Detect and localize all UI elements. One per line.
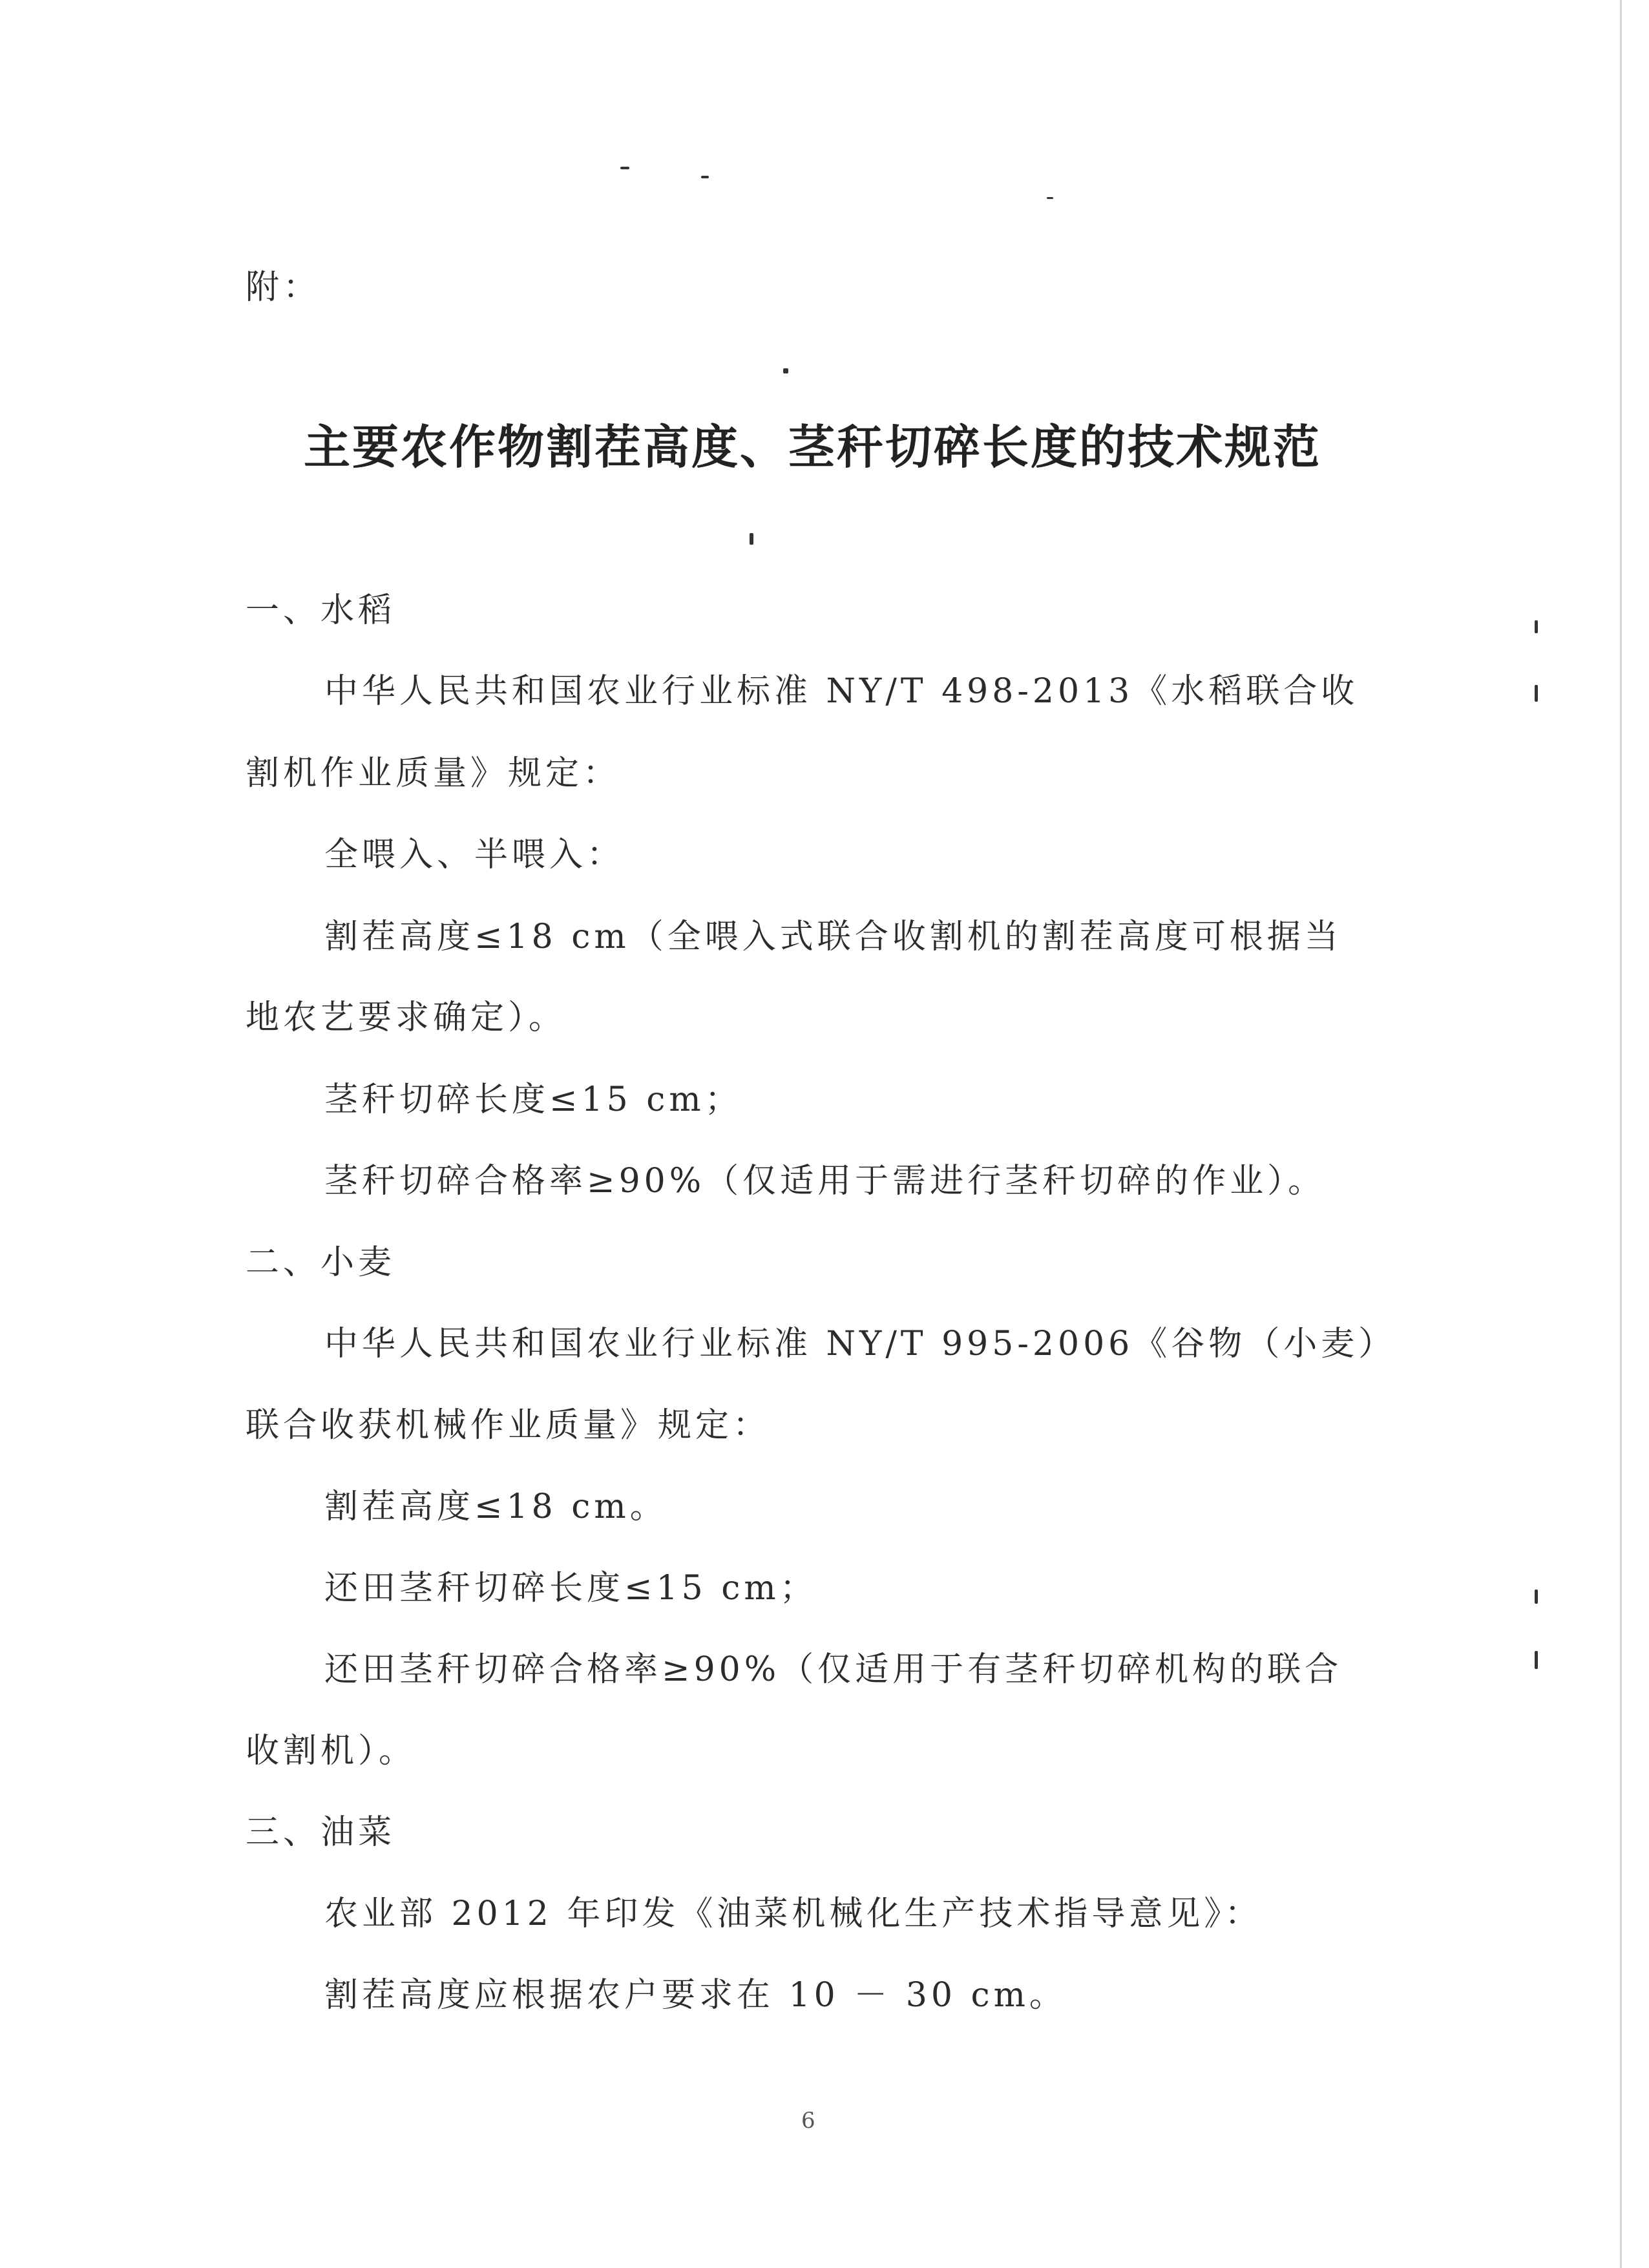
paragraph: 还田茎秆切碎长度≤15 cm；	[324, 1569, 817, 1608]
paragraph: 地农艺要求确定）。	[246, 998, 567, 1037]
paragraph: 联合收获机械作业质量》规定：	[246, 1406, 771, 1445]
paragraph: 农业部 2012 年印发《油菜机械化生产技术指导意见》：	[324, 1895, 1263, 1933]
page-number: 6	[801, 2108, 815, 2134]
paragraph: 割茬高度≤18 cm（全喂入式联合收割机的割茬高度可根据当	[324, 918, 1342, 956]
scan-speck	[1535, 620, 1538, 633]
scan-speck	[1535, 1651, 1538, 1669]
section-heading-wheat: 二、小麦	[246, 1243, 396, 1282]
paragraph: 中华人民共和国农业行业标准 NY/T 995-2006《谷物（小麦）	[324, 1325, 1396, 1363]
scan-speck	[1535, 685, 1538, 702]
paragraph: 中华人民共和国农业行业标准 NY/T 498-2013《水稻联合收	[324, 672, 1359, 711]
paragraph: 收割机）。	[246, 1732, 417, 1770]
attachment-label: 附：	[246, 268, 321, 307]
scan-speck	[750, 533, 753, 545]
scan-speck	[1047, 197, 1053, 199]
paragraph: 茎秆切碎长度≤15 cm；	[324, 1080, 742, 1119]
paragraph: 割机作业质量》规定：	[246, 754, 621, 793]
document-title: 主要农作物割茬高度、茎秆切碎长度的技术规范	[304, 419, 1322, 474]
paragraph: 全喂入、半喂入：	[324, 835, 625, 874]
section-heading-rapeseed: 三、油菜	[246, 1813, 396, 1852]
paragraph: 茎秆切碎合格率≥90%（仅适用于需进行茎秆切碎的作业）。	[324, 1162, 1326, 1201]
scan-speck	[1535, 1590, 1538, 1604]
scan-speck	[783, 368, 788, 373]
paragraph: 割茬高度应根据农户要求在 10 － 30 cm。	[324, 1976, 1067, 2015]
scan-edge-line	[1620, 0, 1622, 2268]
scan-speck	[701, 176, 709, 178]
scan-speck	[620, 167, 629, 169]
paragraph: 割茬高度≤18 cm。	[324, 1487, 667, 1526]
section-heading-rice: 一、水稻	[246, 591, 396, 630]
paragraph: 还田茎秆切碎合格率≥90%（仅适用于有茎秆切碎机构的联合	[324, 1650, 1343, 1689]
